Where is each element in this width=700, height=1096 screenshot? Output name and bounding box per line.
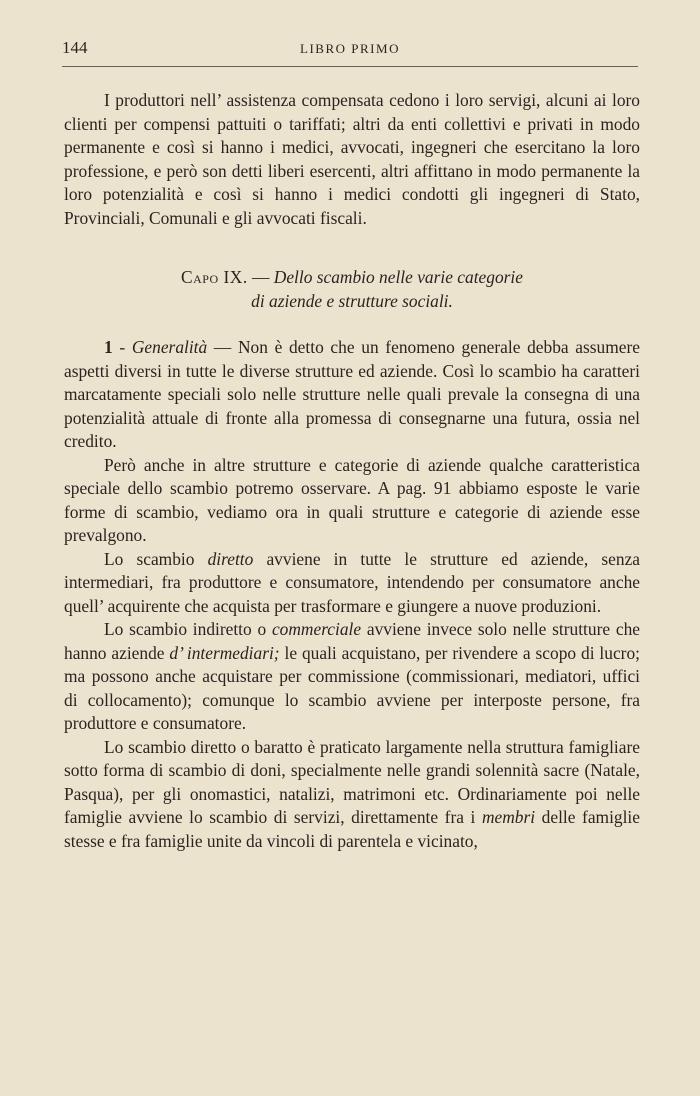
p5-before: Lo scambio diretto o baratto è praticato largamente nella struttura famigliare sotto forma di scambio di doni, specialmente nelle grandi solennità sacre (Natale, Pasqua), per gli onomastici, natalizi, matrimoni etc. Ordinariamente poi nelle famiglie avviene lo scambio di servizi, direttamente fra i xyxy=(64,736,640,827)
chapter-title-line1: Dello scambio nelle varie categorie xyxy=(273,267,523,287)
section-text: Non è detto che un fenomeno generale debba assumere aspetti diversi in tutte le diverse strutture ed aziende. Così lo scambio ha caratteri marcatamente speciali solo nelle strutture nelle quali prevale la consegna di una potenzialità attuale di fronte alla promessa di consegnarne una futura, ossia nel credito. xyxy=(64,337,640,451)
p5-after: delle famiglie stesse e fra famiglie unite da vincoli di parentela e vicinato, xyxy=(64,807,640,851)
page-header xyxy=(62,38,638,62)
paragraph-professionals: I produttori nell’ assistenza compensata cedono i loro servigi, alcuni ai loro clienti per compensi pattuiti o tariffati; altri da enti collettivi e privati in modo permanente e così si hanno i medici, avvocati, ingegneri che esercitano la loro professione, e però son detti liberi esercenti, altri affittano in modo permanente la loro potenzialità e così si hanno i medici condotti gli ingegneri di Stato, Provinciali, Comunali e gli avvocati fiscali. xyxy=(64,90,640,228)
paragraph-direct-exchange xyxy=(64,548,640,619)
paragraph-other-structures: Però anche in altre strutture e categorie di aziende qualche caratteristica speciale dello scambio potremo osservare. A pag. 91 abbiamo esposte le varie forme di scambio, vediamo ora in quali strutture e categorie di aziende esse prevalgono. xyxy=(64,454,640,545)
section-title: Generalità xyxy=(131,337,208,357)
p4-middle: avviene invece solo nelle strutture che hanno aziende xyxy=(64,619,640,663)
paragraph-indirect-exchange xyxy=(64,618,640,736)
section-dash: — xyxy=(207,337,238,357)
p4-after: le quali acquistano, per rivendere a scopo di lucro; ma possono anche acquistare per commissione (commissionari, mediatori, uffici di collocamento); comunque lo scambio avviene per interposte persone, fra produttore e consumatore. xyxy=(64,642,640,733)
header-rule xyxy=(62,66,638,67)
p4-italic1: commerciale xyxy=(271,619,362,639)
section-generalita xyxy=(64,336,640,454)
p3-before: Lo scambio xyxy=(104,548,208,569)
p4-italic2: d’ intermediari; xyxy=(169,642,280,663)
chapter-heading xyxy=(64,266,640,313)
section-number: 1 xyxy=(104,337,113,357)
p3-after: avviene in tutte le strutture ed aziende, senza intermediari, fra produttore e consumatore, intendendo per consumatore anche quell’ acquirente che acquista per trasformare e giungere a nuove produzioni. xyxy=(64,548,641,616)
section-separator: - xyxy=(112,337,132,357)
chapter-title-line2: di aziende e strutture sociali. xyxy=(251,290,453,311)
p5-italic: membri xyxy=(481,807,536,827)
p4-before: Lo scambio indiretto o xyxy=(104,619,272,639)
running-title: LIBRO PRIMO xyxy=(300,41,400,56)
page-number: 144 xyxy=(62,38,88,57)
body-text xyxy=(64,89,640,853)
chapter-label: Capo IX. xyxy=(181,267,248,287)
paragraph-barter xyxy=(64,736,640,854)
p3-italic: diretto xyxy=(207,548,254,569)
chapter-dash: — xyxy=(247,267,274,287)
